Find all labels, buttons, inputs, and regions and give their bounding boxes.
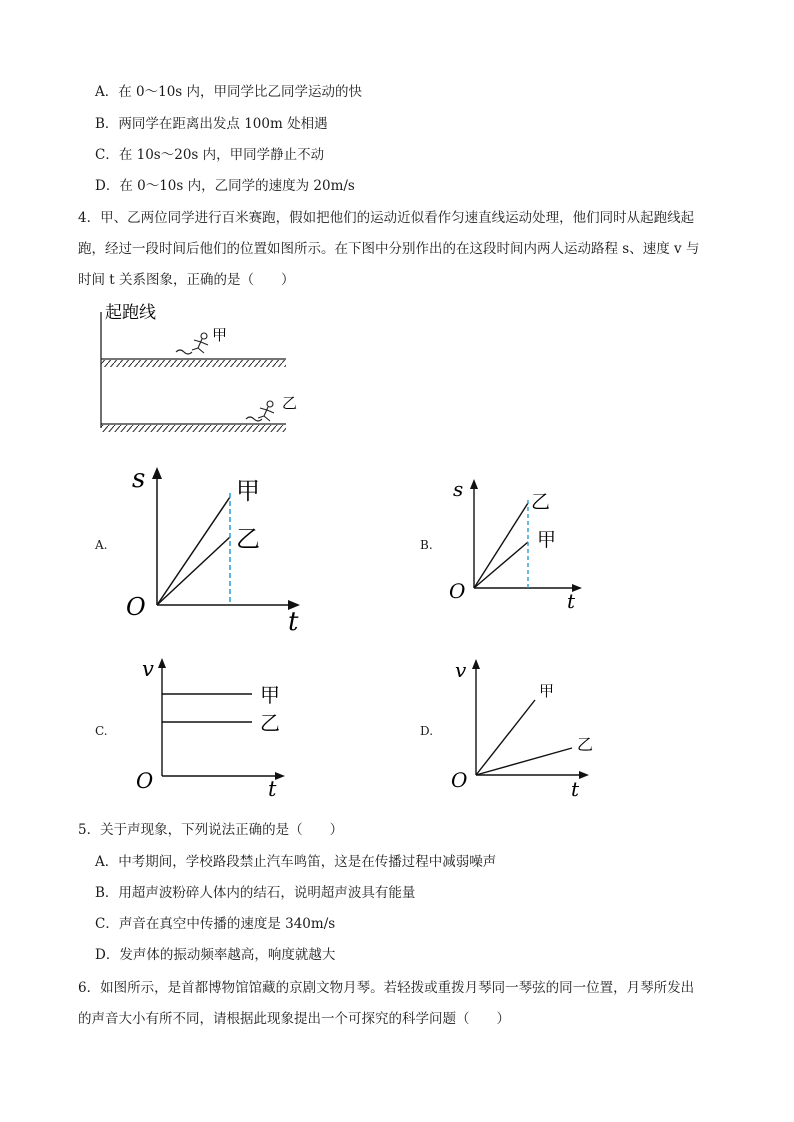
runner-jia-label: 甲 xyxy=(212,326,228,344)
runner-yi-icon xyxy=(246,401,274,421)
graph-c-bottom-label: 乙 xyxy=(260,711,280,735)
runner-yi-label: 乙 xyxy=(282,394,298,412)
q5-option-a: A．中考期间，学校路段禁止汽车鸣笛，这是在传播过程中减弱噪声 xyxy=(95,854,497,870)
graph-c xyxy=(130,648,300,798)
graph-c-y-label: v xyxy=(142,657,154,681)
graph-a-top-label: 甲 xyxy=(236,477,260,505)
graph-d-top-label: 甲 xyxy=(539,682,555,700)
graph-d-bottom-label: 乙 xyxy=(577,735,594,754)
graph-d-x-label: t xyxy=(571,777,580,800)
graph-b-option: B. xyxy=(420,538,433,552)
q6-stem-line-1: 6．如图所示，是首都博物馆馆藏的京剧文物月琴。若轻拨或重拨月琴同一琴弦的同一位置，月琴所发出 xyxy=(78,980,695,996)
graph-c-top-label: 甲 xyxy=(260,683,280,707)
graph-d-y-label: v xyxy=(455,658,467,682)
graph-b-origin: O xyxy=(449,579,466,603)
q3-option-a: A．在 0～10s 内，甲同学比乙同学运动的快 xyxy=(95,84,363,100)
q3-option-b: B．两同学在距离出发点 100m 处相遇 xyxy=(95,116,328,132)
graph-c-option: C. xyxy=(95,724,108,738)
graph-d xyxy=(447,650,602,800)
graph-b-bottom-label: 甲 xyxy=(537,529,557,551)
q4-stem-line-3: 时间 t 关系图象，正确的是（ ） xyxy=(78,272,295,288)
start-line-label: 起跑线 xyxy=(105,303,156,323)
graph-c-origin: O xyxy=(136,769,154,793)
graph-a-option: A. xyxy=(95,538,108,552)
graph-a-x-label: t xyxy=(288,607,299,635)
q4-stem-line-1: 4．甲、乙两位同学进行百米赛跑，假如把他们的运动近似看作匀速直线运动处理，他们同时从起跑线起 xyxy=(78,210,695,226)
race-figure xyxy=(90,300,300,440)
graph-a-origin: O xyxy=(126,593,146,621)
graph-a-y-label: s xyxy=(132,464,146,494)
graph-b-x-label: t xyxy=(567,589,576,613)
graph-b-top-label: 乙 xyxy=(531,491,551,513)
graph-a-line-top xyxy=(157,497,230,605)
q5-option-b: B．用超声波粉碎人体内的结石，说明超声波具有能量 xyxy=(95,885,416,901)
graph-a-line-bottom xyxy=(157,537,230,605)
graph-a xyxy=(120,455,305,635)
graph-b xyxy=(445,470,595,615)
q5-option-d: D．发声体的振动频率越高，响度就越大 xyxy=(95,947,336,963)
q4-stem-line-2: 跑，经过一段时间后他们的位置如图所示。在下图中分别作出的在这段时间内两人运动路程 s、速度 v 与 xyxy=(78,241,700,257)
graph-d-option: D. xyxy=(420,724,434,738)
q5-option-c: C．声音在真空中传播的速度是 340m/s xyxy=(95,916,336,932)
q3-option-c: C．在 10s～20s 内，甲同学静止不动 xyxy=(95,147,325,163)
graph-d-origin: O xyxy=(451,768,468,792)
graph-a-bottom-label: 乙 xyxy=(236,525,260,553)
q6-stem-line-2: 的声音大小有所不同，请根据此现象提出一个可探究的科学问题（ ） xyxy=(78,1011,510,1027)
q5-stem: 5．关于声现象，下列说法正确的是（ ） xyxy=(78,822,344,838)
graph-c-x-label: t xyxy=(268,777,277,798)
q3-option-d: D．在 0～10s 内，乙同学的速度为 20m/s xyxy=(95,178,355,194)
runner-jia-icon xyxy=(176,333,208,354)
graph-b-y-label: s xyxy=(453,477,464,501)
